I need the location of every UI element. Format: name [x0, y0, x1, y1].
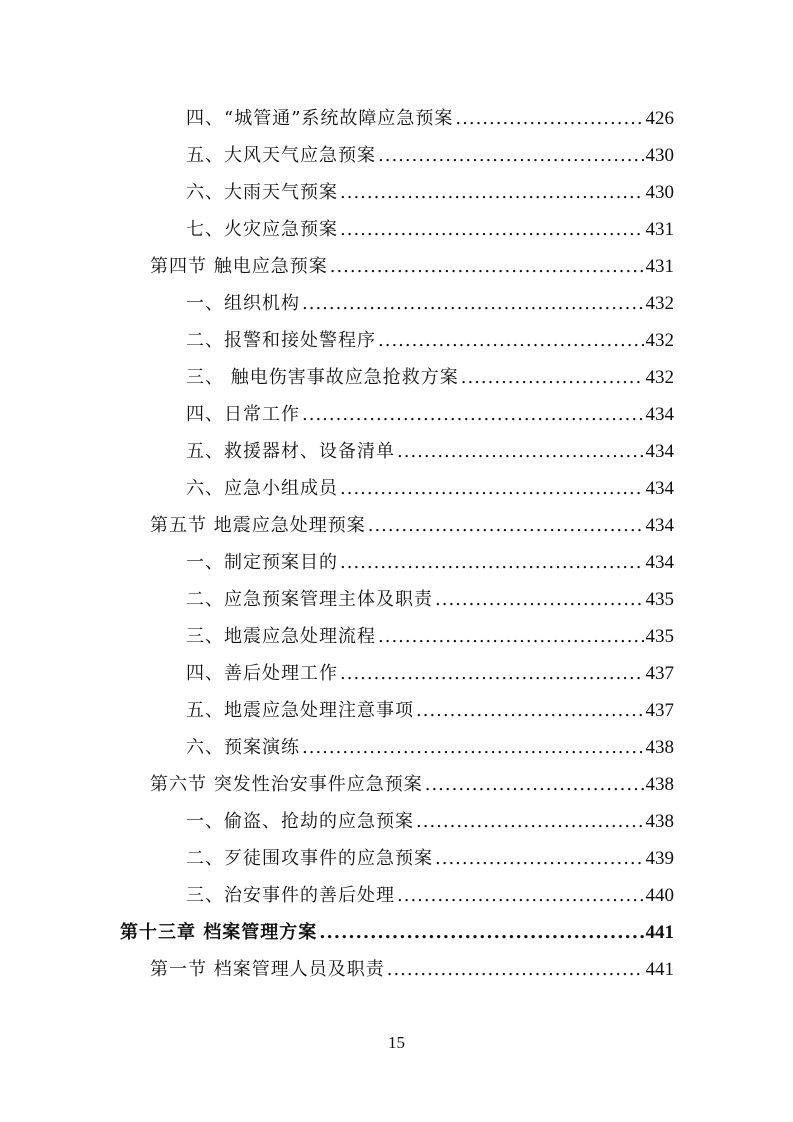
- toc-entry-page: 430: [645, 145, 674, 166]
- toc-dot-leader: [461, 363, 644, 393]
- toc-dot-leader: [368, 511, 644, 541]
- toc-entry: [186, 733, 674, 763]
- toc-entry-page: 435: [645, 589, 674, 610]
- toc-dot-leader: [330, 252, 644, 282]
- toc-entry: [186, 215, 674, 245]
- toc-entry: [186, 622, 674, 652]
- toc-entry-page: 441: [645, 959, 674, 980]
- toc-dot-leader: [425, 770, 644, 800]
- toc-chapter-entry: [120, 918, 674, 948]
- toc-dot-leader: [378, 141, 644, 171]
- toc-entry: [186, 104, 674, 134]
- toc-entry: [186, 881, 674, 911]
- toc-dot-leader: [340, 178, 644, 208]
- toc-dot-leader: [319, 918, 643, 948]
- toc-entry: [150, 252, 674, 282]
- toc-dot-leader: [416, 696, 644, 726]
- page-number: 15: [388, 1033, 405, 1052]
- toc-entry-page: 438: [645, 737, 674, 758]
- toc-entry-page: 434: [645, 441, 674, 462]
- toc-entry: [186, 437, 674, 467]
- toc-entry-title: 二、歹徒围攻事件的应急预案: [186, 848, 433, 869]
- toc-entry: [186, 474, 674, 504]
- toc-entry: [186, 141, 674, 171]
- toc-entry-title: 二、报警和接处警程序: [186, 330, 376, 351]
- toc-entry: [186, 844, 674, 874]
- toc-dot-leader: [387, 955, 644, 985]
- toc-entry-page: 432: [645, 293, 674, 314]
- toc-entry-page: 440: [645, 885, 674, 906]
- toc-entry-page: 434: [645, 515, 674, 536]
- toc-entry-page: 438: [645, 811, 674, 832]
- toc-entry-title: 六、大雨天气预案: [186, 182, 338, 203]
- toc-entry-title: 二、应急预案管理主体及职责: [186, 589, 433, 610]
- toc-dot-leader: [302, 400, 644, 430]
- toc-dot-leader: [397, 437, 644, 467]
- toc-entry-title: 五、地震应急处理注意事项: [186, 700, 414, 721]
- toc-entry: [186, 178, 674, 208]
- toc-entry-page: 426: [645, 108, 674, 129]
- toc-entry-title: 一、偷盗、抢劫的应急预案: [186, 811, 414, 832]
- toc-entry: [186, 807, 674, 837]
- toc-entry-title: 四、“城管通”系统故障应急预案: [186, 108, 454, 129]
- toc-entry: [186, 548, 674, 578]
- toc-entry-title: 一、组织机构: [186, 293, 300, 314]
- toc-entry-page: 434: [645, 404, 674, 425]
- toc-dot-leader: [340, 548, 644, 578]
- toc-entry-page: 430: [645, 182, 674, 203]
- toc-dot-leader: [435, 585, 644, 615]
- toc-entry-title: 四、善后处理工作: [186, 663, 338, 684]
- toc-entry-page: 441: [645, 922, 674, 943]
- toc-entry-page: 432: [645, 367, 674, 388]
- toc-entry: [186, 400, 674, 430]
- toc-entry-page: 439: [645, 848, 674, 869]
- toc-entry-title: 六、应急小组成员: [186, 478, 338, 499]
- toc-dot-leader: [302, 733, 644, 763]
- toc-entry: [150, 770, 674, 800]
- toc-entry-title: 第五节 地震应急处理预案: [150, 515, 366, 536]
- toc-entry-title: 六、预案演练: [186, 737, 300, 758]
- toc-dot-leader: [340, 474, 644, 504]
- toc-dot-leader: [378, 326, 644, 356]
- toc-entry-title: 三、 触电伤害事故应急抢救方案: [186, 367, 459, 388]
- toc-dot-leader: [302, 289, 644, 319]
- toc-entry-page: 431: [645, 219, 674, 240]
- toc-dot-leader: [397, 881, 644, 911]
- toc-entry-page: 437: [645, 700, 674, 721]
- toc-entry-page: 431: [645, 256, 674, 277]
- toc-dot-leader: [435, 844, 644, 874]
- toc-dot-leader: [378, 622, 644, 652]
- toc-entry-page: 438: [645, 774, 674, 795]
- toc-entry: [186, 659, 674, 689]
- toc-entry-page: 434: [645, 478, 674, 499]
- toc-entry-title: 五、大风天气应急预案: [186, 145, 376, 166]
- toc-dot-leader: [416, 807, 644, 837]
- toc-entry: [186, 289, 674, 319]
- toc-entry: [150, 511, 674, 541]
- toc-entry-title: 第十三章 档案管理方案: [120, 922, 318, 943]
- toc-entry: [150, 955, 674, 985]
- toc-dot-leader: [455, 104, 643, 134]
- toc-entry: [186, 363, 674, 393]
- toc-dot-leader: [340, 215, 644, 245]
- toc-entry-title: 三、治安事件的善后处理: [186, 885, 395, 906]
- toc-entry: [186, 696, 674, 726]
- toc-entry-page: 432: [645, 330, 674, 351]
- toc-entry-title: 三、地震应急处理流程: [186, 626, 376, 647]
- toc-entry-title: 七、火灾应急预案: [186, 219, 338, 240]
- toc-entry-page: 434: [645, 552, 674, 573]
- toc-dot-leader: [340, 659, 644, 689]
- toc-entry-title: 第四节 触电应急预案: [150, 256, 328, 277]
- toc-entry-title: 第六节 突发性治安事件应急预案: [150, 774, 423, 795]
- toc-entry-title: 一、制定预案目的: [186, 552, 338, 573]
- toc-entry-page: 435: [645, 626, 674, 647]
- toc-entry-title: 四、日常工作: [186, 404, 300, 425]
- toc-entry-title: 五、救援器材、设备清单: [186, 441, 395, 462]
- toc-entry: [186, 326, 674, 356]
- toc-entry: [186, 585, 674, 615]
- toc-entry-page: 437: [645, 663, 674, 684]
- toc-entry-title: 第一节 档案管理人员及职责: [150, 959, 385, 980]
